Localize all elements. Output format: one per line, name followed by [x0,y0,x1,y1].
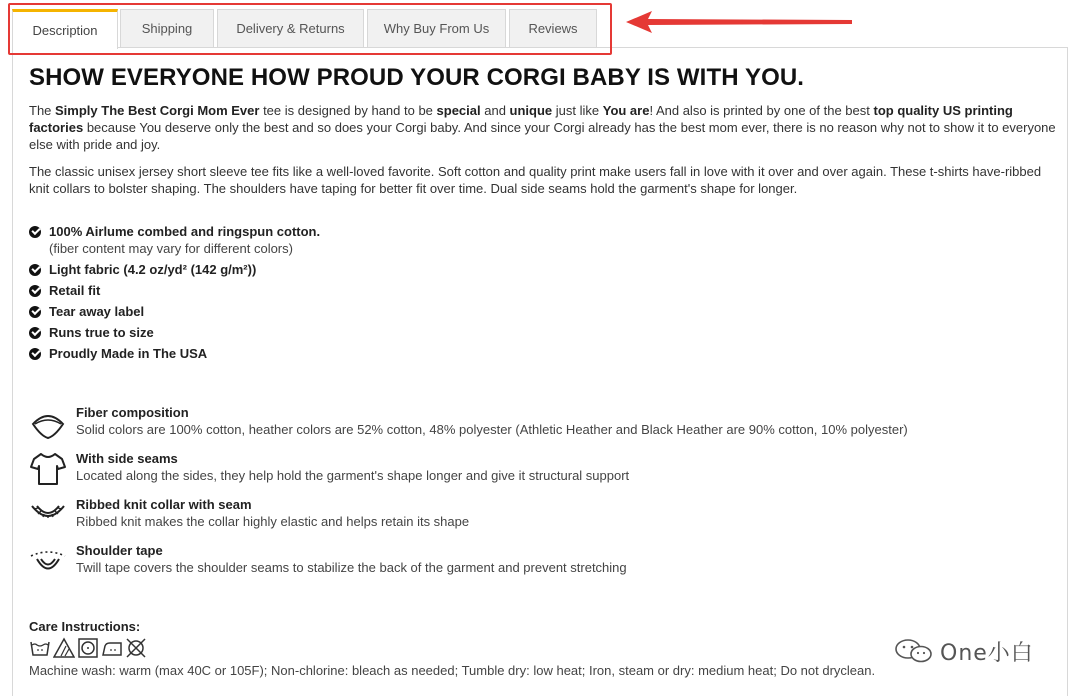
intro-paragraph: The Simply The Best Corgi Mom Ever tee is designed by hand to be special and unique just like You are! And also is printed by one of the best top quality US printing factories because You deserve only the best and so does your Corgi baby. And since your Corgi already has the best mom ever, there is no reason why not to show it to everyone else with pride and joy. [29,103,1056,152]
feature-side-seams: With side seams Located along the sides, they help hold the garment's shape longer and give it structural support [29,450,1059,496]
no-dryclean-icon [125,637,147,659]
tab-bar [0,0,1080,48]
product-features [29,404,1059,588]
tab-delivery-returns[interactable]: Delivery & Returns [217,9,364,47]
page-title: SHOW EVERYONE HOW PROUD YOUR CORGI BABY IS WITH YOU. [29,64,805,91]
tab-reviews[interactable]: Reviews [509,9,597,47]
body-paragraph: The classic unisex jersey short sleeve tee fits like a well-loved favorite. Soft cotton and quality print make users fall in love with it over and over again. These t-shirts have-ribbed knit collars to bolster shaping. The shoulders have taping for better fit over time. Dual side seams hold the garment's shape for longer. [29,164,1042,196]
list-item: Light fabric (4.2 oz/yd² (142 g/m²)) [29,261,1059,278]
list-item: Proudly Made in The USA [29,345,1059,362]
tumble-dry-icon [77,637,99,659]
check-circle-icon [29,226,41,238]
feature-checklist [29,223,1059,362]
check-circle-icon [29,327,41,339]
feature-shoulder-tape: Shoulder tape Twill tape covers the shoulder seams to stabilize the back of the garment and prevent stretching [29,542,1059,588]
check-circle-icon [29,348,41,360]
annotation-arrow-icon [626,11,852,33]
tab-shipping[interactable]: Shipping [120,9,214,47]
wechat-icon [894,638,934,664]
wash-icon [29,637,51,659]
iron-icon [101,637,123,659]
watermark: One小白 [894,636,1054,666]
tab-why-buy-from-us[interactable]: Why Buy From Us [367,9,506,47]
shoulder-tape-icon [29,542,67,580]
tshirt-icon [29,450,67,488]
bleach-icon [53,637,75,659]
list-item: Runs true to size [29,324,1059,341]
description-panel [12,47,1068,696]
list-item: Tear away label [29,303,1059,320]
fabric-icon [29,404,67,442]
list-item: 100% Airlume combed and ringspun cotton. (fiber content may vary for different colors) [29,223,1059,257]
feature-ribbed-collar: Ribbed knit collar with seam Ribbed knit makes the collar highly elastic and helps retain its shape [29,496,1059,542]
list-item: Retail fit [29,282,1059,299]
check-circle-icon [29,285,41,297]
collar-icon [29,496,67,534]
care-instructions: Care Instructions: Machine wash: warm (max 40C or 105F); Non-chlorine: bleach as needed; Tumble dry: low heat; Iron, steam or dry: medium heat; Do not dryclean. [29,618,1059,679]
feature-fiber-composition: Fiber composition Solid colors are 100% cotton, heather colors are 52% cotton, 48% polyester (Athletic Heather and Black Heather are 90% cotton, 10% polyester) [29,404,1059,450]
tab-description[interactable]: Description [12,9,118,49]
check-circle-icon [29,306,41,318]
check-circle-icon [29,264,41,276]
